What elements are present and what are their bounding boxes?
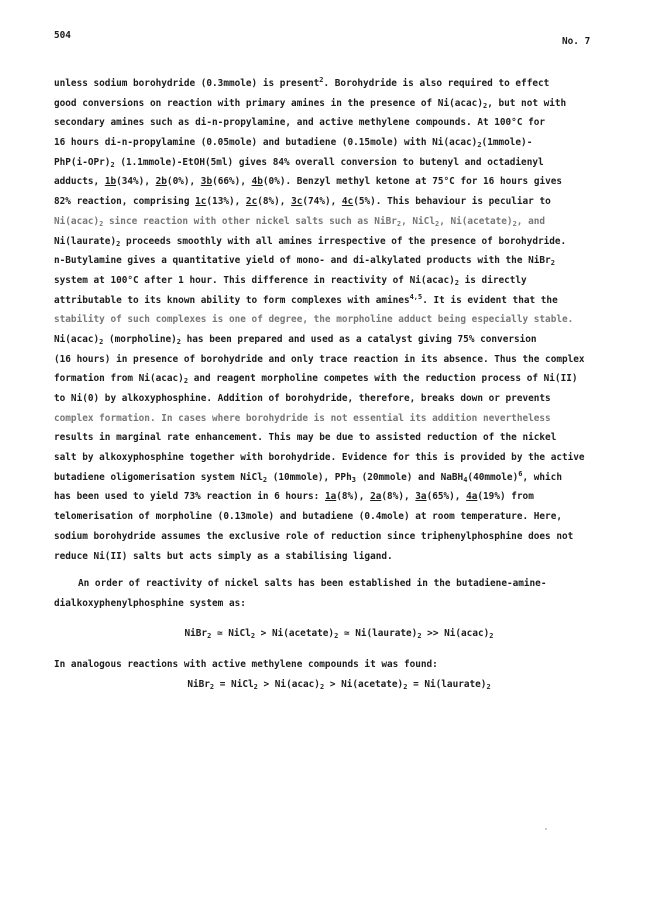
text-line: 16 hours di-n-propylamine (0.05mole) and butadiene (0.15mole) with $Ni(acac)_2(1mmole)-$ [54,137,533,150]
text-line: good conversions on reaction with primary amines in the presence of $Ni(acac)_2$, but not with [54,97,567,110]
text-line: stability of such complexes is one of degree, the morpholine adduct being especially stable. [54,314,574,326]
text-line: unless sodium borohydride (0.3mmole) is present$^2$. Borohydride is also required to effect [54,76,550,89]
text-line: results in marginal rate enhancement. This may be due to assisted reduction of the nickel [54,432,557,444]
text-line: 82% reaction, comprising 1c(13%), 2c(8%), 3c(74%), 4c(5%). This behaviour is peculiar to [54,196,551,208]
text-line: $Ni(acac)_2$ since reaction with other nickel salts such as NiBr$_2$, NiCl$_2$, $Ni(acetate)_2$, and [54,215,546,228]
issue-number: No. 7 [562,36,591,47]
body-text [54,74,624,695]
page-number: 504 [54,30,71,41]
text-line: An order of reactivity of nickel salts has been established in the butadiene-amine- [78,578,547,590]
text-line: formation from $Ni(acac)_2$ and reagent morpholine competes with the reduction process of Ni(II) [54,373,578,386]
text-line: to Ni(0) by alkoxyphosphine. Addition of borohydride, therefore, breaks down or prevents [54,393,551,404]
speck-mark [545,828,547,830]
text-line: sodium borohydride assumes the exclusive role of reduction since triphenylphosphine does not [54,530,574,542]
text-line: attributable to its known ability to form complexes with amines$^{4,5}$. It is evident that the [54,292,558,306]
text-line: salt by alkoxyphosphine together with borohydride. Evidence for this is provided by the active [54,452,585,464]
text-line: telomerisation of morpholine (0.13mole) and butadiene (0.4mole) at room temperature. Here, [54,511,562,523]
text-line: system at 100°C after 1 hour. This difference in reactivity of $Ni(acac)_2$ is directly [54,274,527,287]
text-line: In analogous reactions with active methylene compounds it was found: [54,659,438,671]
text-line: dialkoxyphenylphosphine system as: [54,597,246,609]
text-line: n-Butylamine gives a quantitative yield of mono- and di-alkylated products with the NiBr$_2$ [54,255,555,268]
text-line: complex formation. In cases where borohydride is not essential its addition nevertheless [54,412,551,424]
text-line: (16 hours) in presence of borohydride and only trace reaction in its absence. Thus the complex [54,353,585,365]
reactivity-order-equation: NiBr$_2$ = NiCl$_2$ > $Ni(acac)_2$ > $Ni(acetate)_2$ = $Ni(laurate)_2$ [187,678,491,691]
text-line: secondary amines such as di-n-propylamine, and active methylene compounds. At 100°C for [54,117,546,129]
text-line: $Ni(acac)_2$ $(morpholine)_2$ has been prepared and used as a catalyst giving 75% conversion [54,333,537,346]
text-line: $Ni(laurate)_2$ proceeds smoothly with all amines irrespective of the presence of borohydride. [54,235,567,248]
text-line: butadiene oligomerisation system NiCl$_2$ (10mmole), PPh$_3$ (20mmole) and NaBH$_4$(40mmole)$^6$, which [54,469,562,484]
text-line: $PhP(i-OPr)_2$ (1.1mmole)-EtOH(5ml) gives 84% overall conversion to butenyl and octadienyl [54,156,544,169]
text-line: reduce Ni(II) salts but acts simply as a stabilising ligand. [54,550,393,562]
reactivity-order-equation: NiBr$_2$ ≃ NiCl$_2$ > $Ni(acetate)_2$ ≃ $Ni(laurate)_2$ >> $Ni(acac)_2$ [184,627,494,640]
text-line: adducts, 1b(34%), 2b(0%), 3b(66%), 4b(0%). Benzyl methyl ketone at 75°C for 16 hours gives [54,176,563,188]
text-line: has been used to yield 73% reaction in 6 hours: 1a(8%), 2a(8%), 3a(65%), 4a(19%) from [54,491,534,503]
